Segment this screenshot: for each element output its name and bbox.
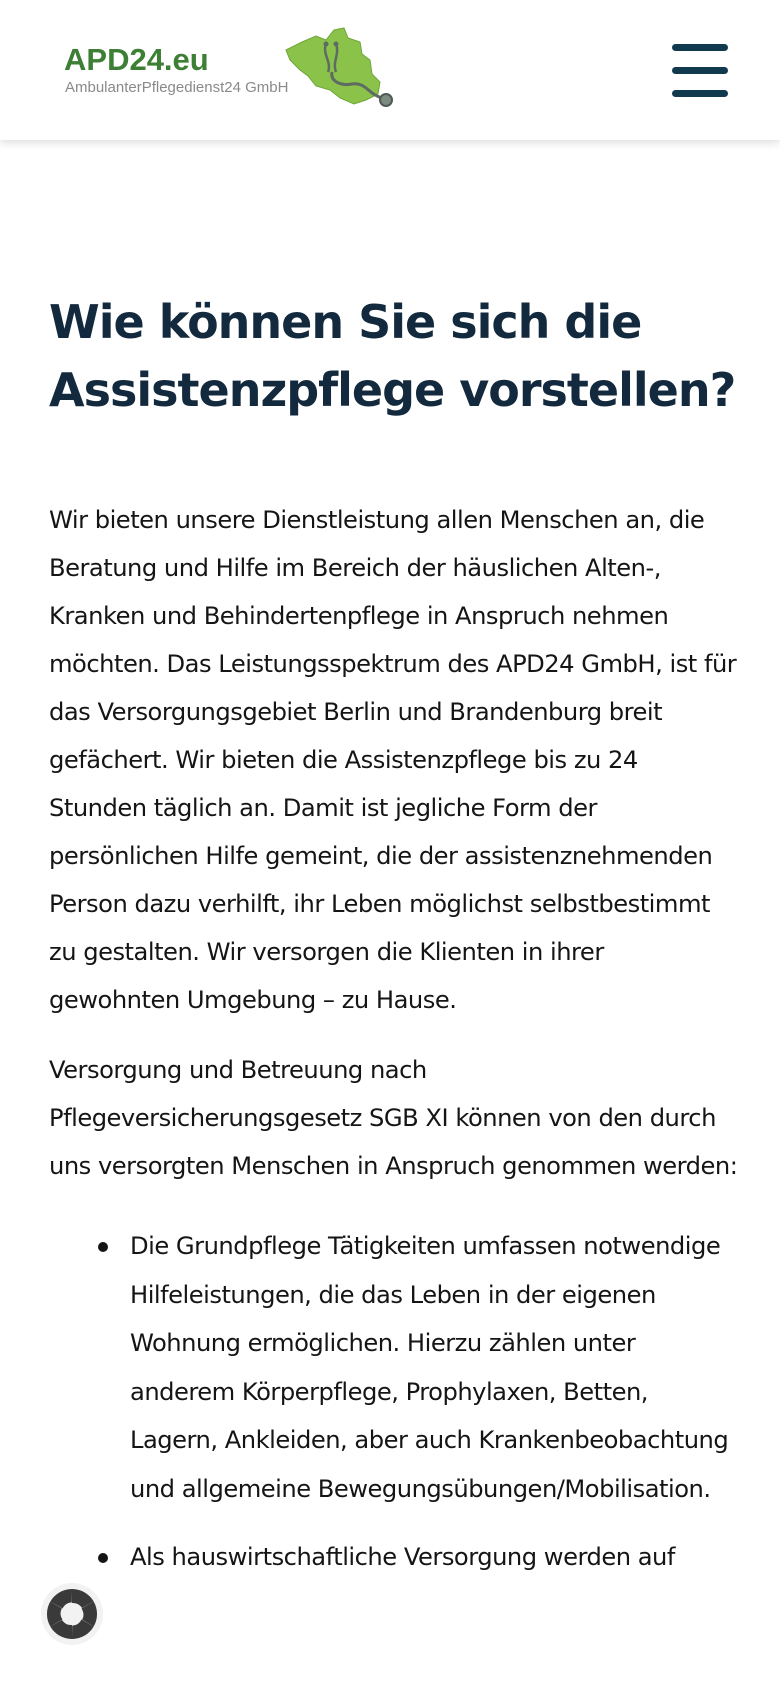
page-heading: Wie können Sie sich die Assistenzpflege vorstellen? <box>49 295 736 417</box>
hamburger-bar <box>672 90 728 97</box>
list-item <box>130 1222 739 1513</box>
hamburger-bar <box>672 67 728 74</box>
logo-name: APD24.eu <box>64 42 209 77</box>
bullet-icon <box>98 1553 108 1563</box>
site-logo[interactable] <box>60 24 400 116</box>
bullet-icon <box>98 1242 108 1252</box>
hamburger-menu-icon <box>672 44 728 51</box>
list-item-text: Die Grundpflege Tätigkeiten umfassen notwendige Hilfeleistungen, die das Leben in der eigenen Wohnung ermöglichen. Hierzu zählen unter anderem Körperpflege, Prophylaxen, Betten, Lagern, Ankleiden, aber auch Krankenbeobachtung und allgemeine Bewegungsübungen/Mobilisation. <box>130 1232 729 1503</box>
menu-button[interactable] <box>668 42 732 98</box>
main-content <box>49 288 739 1602</box>
list-item <box>130 1533 739 1582</box>
list-item-text: Als hauswirtschaftliche Versorgung werden auf <box>130 1543 675 1571</box>
cookie-consent-icon <box>40 1582 104 1646</box>
map-stethoscope-icon <box>282 24 400 116</box>
site-header <box>0 0 780 140</box>
logo-subtitle: AmbulanterPflegedienst24 GmbH <box>65 79 289 96</box>
services-list <box>49 1222 739 1582</box>
intro-paragraph: Wir bieten unsere Dienstleistung allen Menschen an, die Beratung und Hilfe im Bereich der häuslichen Alten-, Kranken und Behindertenpflege in Anspruch nehmen möchten. Das Leistungsspektrum des APD24 GmbH, ist für das Versorgungsgebiet Berlin und Brandenburg breit gefächert. Wir bieten die Assistenzpflege bis zu 24 Stunden täglich an. Damit ist jegliche Form der persönlichen Hilfe gemeint, die der assistenznehmenden Person dazu verhilft, ihr Leben möglichst selbstbestimmt zu gestalten. Wir versorgen die Klienten in ihrer gewohnten Umgebung – zu Hause. <box>49 506 737 1014</box>
cookie-consent-button[interactable] <box>40 1582 104 1646</box>
care-paragraph: Versorgung und Betreuung nach Pflegeversicherungsgesetz SGB XI können von den durch uns versorgten Menschen in Anspruch genommen werden: <box>49 1056 738 1180</box>
